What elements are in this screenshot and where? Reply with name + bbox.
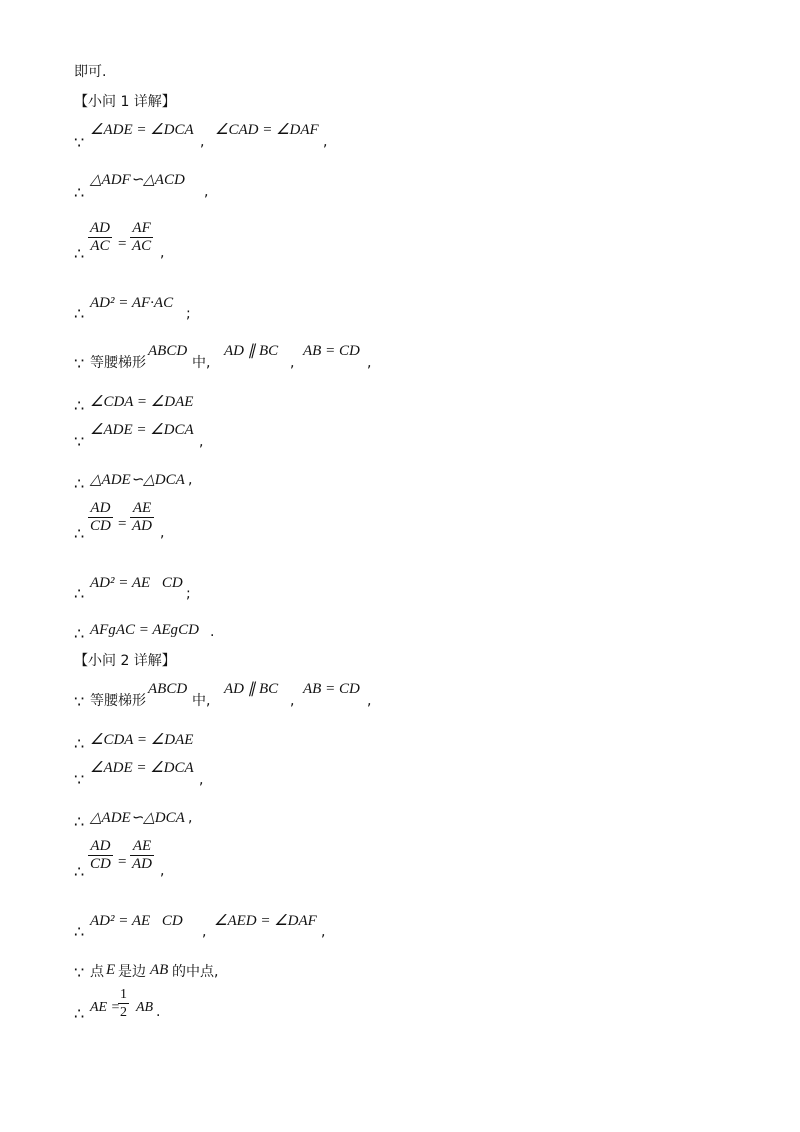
math-expression: △ADE∽△DCA: [90, 810, 185, 826]
therefore-symbol: ∴: [74, 396, 85, 415]
punctuation: ,: [188, 472, 193, 488]
text: 点: [90, 964, 104, 980]
therefore-symbol: ∴: [74, 624, 85, 643]
therefore-symbol: ∴: [74, 922, 85, 941]
numerator: 1: [120, 987, 127, 1002]
text: 中,: [192, 693, 211, 709]
denominator: 2: [120, 1005, 127, 1020]
punctuation: ,: [367, 355, 372, 371]
continuation-text: 即可.: [74, 64, 107, 80]
math-expression: AD ∥ BC: [224, 681, 279, 697]
punctuation: .: [156, 1004, 161, 1020]
math-expression: E: [106, 962, 116, 978]
math-expression: ∠CDA = ∠DAE: [90, 394, 194, 410]
math-expression: AB = CD: [303, 343, 360, 359]
math-expression: ∠AED = ∠DAF: [214, 913, 317, 929]
because-symbol: ∵: [74, 692, 85, 711]
punctuation: ,: [160, 245, 165, 261]
punctuation: .: [210, 624, 215, 640]
therefore-symbol: ∴: [74, 183, 85, 202]
numerator: AF: [132, 220, 151, 236]
punctuation: ,: [204, 184, 209, 200]
math-expression: ABCD: [148, 343, 188, 359]
math-expression: △ADE∽△DCA: [90, 472, 185, 488]
because-symbol: ∵: [74, 133, 85, 152]
fraction: [130, 220, 153, 255]
therefore-symbol: ∴: [74, 244, 85, 263]
math-expression: ∠ADE = ∠DCA: [90, 760, 194, 776]
punctuation: ,: [200, 134, 205, 150]
fraction: [130, 500, 154, 535]
because-symbol: ∵: [74, 432, 85, 451]
text: 等腰梯形: [90, 693, 146, 709]
math-expression: AB: [136, 1000, 154, 1015]
therefore-symbol: ∴: [74, 862, 85, 881]
math-expression: AD² = AF·AC: [90, 295, 174, 311]
punctuation: ,: [290, 355, 295, 371]
math-expression: AB = CD: [303, 681, 360, 697]
therefore-symbol: ∴: [74, 812, 85, 831]
because-symbol: ∵: [74, 963, 85, 982]
therefore-symbol: ∴: [74, 524, 85, 543]
denominator: CD: [90, 518, 111, 534]
math-expression: ∠ADE = ∠DCA: [90, 422, 194, 438]
therefore-symbol: ∴: [74, 474, 85, 493]
numerator: AD: [90, 220, 110, 236]
math-expression: △ADF∽△ACD: [90, 172, 185, 188]
fraction: [88, 838, 113, 873]
punctuation: ,: [367, 693, 372, 709]
numerator: AD: [90, 500, 111, 516]
therefore-symbol: ∴: [74, 584, 85, 603]
punctuation: ,: [202, 924, 207, 940]
denominator: AD: [132, 856, 152, 872]
denominator: AD: [132, 518, 152, 534]
because-symbol: ∵: [74, 770, 85, 789]
fraction: [88, 500, 113, 535]
because-symbol: ∵: [74, 354, 85, 373]
equals-sign: =: [118, 236, 127, 252]
denominator: AC: [90, 238, 110, 254]
punctuation: ;: [186, 306, 191, 322]
fraction: [130, 838, 154, 873]
text: 是边: [118, 964, 146, 980]
punctuation: ,: [199, 772, 204, 788]
punctuation: ;: [186, 586, 191, 602]
fraction: [88, 220, 112, 255]
numerator: AE: [132, 500, 152, 516]
punctuation: ,: [290, 693, 295, 709]
math-expression: AFɡAC = AEɡCD: [90, 622, 200, 638]
section-heading-part-1: 【小问 1 详解】: [74, 94, 176, 110]
equals-sign: =: [118, 516, 127, 532]
fraction: [118, 986, 129, 1021]
math-expression: ∠CAD = ∠DAF: [215, 122, 319, 138]
math-expression: AE =: [90, 1000, 121, 1015]
math-expression: ∠ADE = ∠DCA: [90, 122, 194, 138]
math-expression: ∠CDA = ∠DAE: [90, 732, 194, 748]
punctuation: ,: [321, 924, 326, 940]
text: 等腰梯形: [90, 355, 146, 371]
therefore-symbol: ∴: [74, 734, 85, 753]
denominator: CD: [90, 856, 111, 872]
punctuation: ,: [323, 134, 328, 150]
punctuation: ,: [160, 525, 165, 541]
math-expression: AD² = AE⃞CD: [90, 575, 183, 591]
math-expression: AD² = AE⃞CD: [90, 913, 183, 929]
math-expression: AB: [150, 962, 169, 978]
denominator: AC: [132, 238, 152, 254]
punctuation: ,: [188, 810, 193, 826]
math-expression: ABCD: [148, 681, 188, 697]
text: 中,: [192, 355, 211, 371]
numerator: AE: [132, 838, 152, 854]
section-heading-part-2: 【小问 2 详解】: [74, 653, 176, 669]
numerator: AD: [90, 838, 111, 854]
therefore-symbol: ∴: [74, 304, 85, 323]
punctuation: ,: [199, 434, 204, 450]
therefore-symbol: ∴: [74, 1004, 85, 1023]
text: 的中点,: [172, 964, 219, 980]
math-expression: AD ∥ BC: [224, 343, 279, 359]
punctuation: ,: [160, 863, 165, 879]
equals-sign: =: [118, 854, 127, 870]
